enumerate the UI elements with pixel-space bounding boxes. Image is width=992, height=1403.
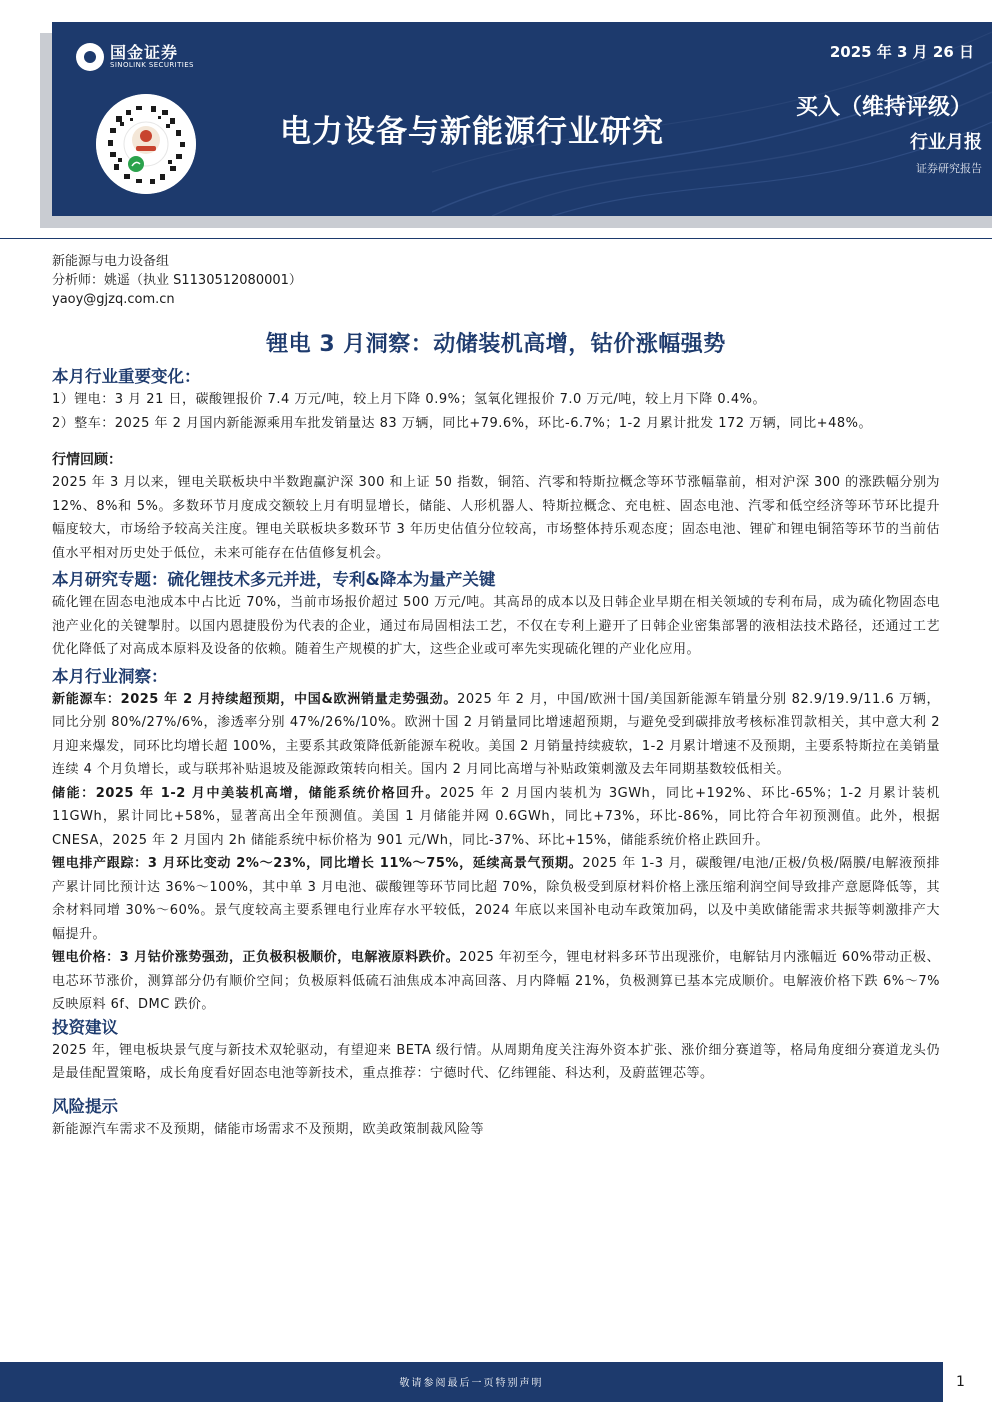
insight-schedule-lead: 锂电排产跟踪：3 月环比变动 2%～23%，同比增长 11%～75%，延续高景气预期。 xyxy=(52,856,583,871)
section-heading-topic: 本月研究专题：硫化锂技术多元并进，专利&降本为量产关键 xyxy=(52,570,496,589)
insight-storage-text: 2025 年 2 月国内装机为 3GWh，同比+192%、环比-65%；1-2 月累计装机 11GWh，累计同比+58%，显著高出全年预测值。美国 1 月储能并网 0.6GWh，同比+73%，环比-86%，同比符合年初预测值。此外，根据 CNESA，2025 年 2 月国内 2h 储能系统中标价格为 901 元/Wh，同比-37%、环比+15%，储能系统价格止跌回升。 xyxy=(52,785,940,848)
header-divider xyxy=(0,238,992,239)
report-date: 2025 年 3 月 26 日 xyxy=(829,43,974,61)
page-number: 1 xyxy=(956,1374,965,1390)
industry-title: 电力设备与新能源行业研究 xyxy=(280,114,664,150)
insight-nev-text: 2025 年 2 月，中国/欧洲十国/美国新能源车销量分别 82.9/19.9/11.6 万辆，同比分别 80%/27%/6%，渗透率分别 47%/26%/10%。欧洲十国 2 月销量同比增速超预期，与避免受到碳排放考核标准罚款相关，其中意大利 2 月迎来爆发，同环比均增长超 100%，主要系其政策降低新能源车税收。美国 2 月销量持续疲软，1-2 月累计增速不及预期，主要系特斯拉在美销量连续 4 个月负增长，或与联邦补贴退坡及能源政策转向相关。国内 2 月同比高增与补贴政策刺激及去年同期基数较低相关。 xyxy=(52,691,940,777)
logo-icon xyxy=(76,43,104,71)
report-body xyxy=(52,366,940,1141)
insight-schedule-text: 2025 年 1-3 月，碳酸锂/电池/正极/负极/隔膜/电解液预排产累计同比预计达 36%～100%，其中单 3 月电池、碳酸锂等环节同比超 70%，除负极受到原材料价格上涨压缩利润空间导致排产意愿降低等，其余材料同增 30%～60%。景气度较高主要系锂电行业库存水平较低，2024 年底以来国补电动车政策加码，以及中美欧储能需求共振等刺激排产大幅提升。 xyxy=(52,856,940,942)
insight-schedule-paragraph xyxy=(52,852,940,946)
analyst-info xyxy=(52,252,302,309)
section-heading-advice: 投资建议 xyxy=(52,1017,118,1037)
analyst-group: 新能源与电力设备组 xyxy=(52,254,170,269)
insight-price-lead: 锂电价格：3 月钴价涨势强劲，正负极积极顺价，电解液原料跌价。 xyxy=(52,950,460,965)
insight-nev-lead: 新能源车：2025 年 2 月持续超预期，中国&欧洲销量走势强劲。 xyxy=(52,691,458,707)
insight-nev-paragraph xyxy=(52,688,940,782)
topic-paragraph: 硫化锂在固态电池成本中占比近 70%，当前市场报价超过 500 万元/吨。其高昂的成本以及日韩企业早期在相关领域的专利布局，成为硫化物固态电池产业化的关键掣肘。以国内恩捷股份为代表的企业，通过布局固相法工艺，不仅在专利上避开了日韩企业密集部署的液相法技术路径，还通过工艺优化降低了对高成本原料及设备的依赖。随着生产规模的扩大，这些企业或可率先实现硫化锂的产业化应用。 xyxy=(52,595,940,657)
insight-price-paragraph xyxy=(52,946,940,1017)
report-subtype: 证券研究报告 xyxy=(916,162,982,175)
advice-paragraph: 2025 年，锂电板块景气度与新技术双轮驱动，有望迎来 BETA 级行情。从周期角度关注海外资本扩张、涨价细分赛道等，格局角度细分赛道龙头仍是最佳配置策略，成长角度看好固态电池等新技术，重点推荐：宁德时代、亿纬锂能、科达利，及蔚蓝锂芯等。 xyxy=(52,1042,940,1081)
footer-disclaimer: 敬请参阅最后一页特别声明 xyxy=(399,1378,544,1389)
analyst-name: 分析师：姚遥（执业 S1130512080001） xyxy=(52,273,302,288)
section-heading-risk: 风险提示 xyxy=(52,1096,118,1116)
insight-price-text: 2025 年初至今，锂电材料多环节出现涨价，电解钴月内涨幅近 60%带动正极、电芯环节涨价，测算部分仍有顺价空间；负极原料低硫石油焦成本冲高回落、月内降幅 21%，负极测算已基本完成顺价。电解液价格下跌 6%～7%反映原料 6f、DMC 跌价。 xyxy=(52,950,940,1012)
report-type: 行业月报 xyxy=(910,132,982,153)
company-logo xyxy=(76,43,194,71)
section-heading-review: 行情回顾： xyxy=(52,452,122,468)
rating-label: 买入（维持评级） xyxy=(795,95,972,120)
analyst-email[interactable]: yaoy@gjzq.com.cn xyxy=(52,292,175,307)
insight-storage-paragraph xyxy=(52,782,940,853)
changes-item-1: 1）锂电：3 月 21 日，碳酸锂报价 7.4 万元/吨，较上月下降 0.9%；氢氧化锂报价 7.0 万元/吨，较上月下降 0.4%。 xyxy=(52,392,766,407)
logo-name-cn: 国金证券 xyxy=(110,43,179,62)
risk-paragraph: 新能源汽车需求不及预期，储能市场需求不及预期，欧美政策制裁风险等 xyxy=(52,1121,485,1137)
report-title: 锂电 3 月洞察：动储装机高增，钴价涨幅强势 xyxy=(266,332,726,357)
section-heading-insight: 本月行业洞察： xyxy=(52,666,168,686)
changes-item-2: 2）整车：2025 年 2 月国内新能源乘用车批发销量达 83 万辆，同比+79.6%，环比-6.7%；1-2 月累计批发 172 万辆，同比+48%。 xyxy=(52,415,872,431)
logo-name-en: SINOLINK SECURITIES xyxy=(110,61,194,69)
review-paragraph: 2025 年 3 月以来，锂电关联板块中半数跑赢沪深 300 和上证 50 指数，铜箔、汽零和特斯拉概念等环节涨幅靠前，相对沪深 300 的涨跌幅分别为 12%、8%和 5%。多数环节月度成交额较上月有明显增长，储能、人形机器人、特斯拉概念、充电桩、固态电池、汽零和低空经济等环节环比提升幅度较大，市场给予较高关注度。锂电关联板块多数环节 3 年历史估值分位较高，市场整体持乐观态度；固态电池、锂矿和锂电铜箔等环节的当前估值水平相对历史处于低位，未来可能存在估值修复机会。 xyxy=(52,475,940,561)
mini-program-qr-code xyxy=(96,94,196,194)
section-heading-changes: 本月行业重要变化： xyxy=(52,367,201,386)
insight-storage-lead: 储能：2025 年 1-2 月中美装机高增，储能系统价格回升。 xyxy=(52,785,440,801)
qr-code-icon xyxy=(96,94,196,194)
